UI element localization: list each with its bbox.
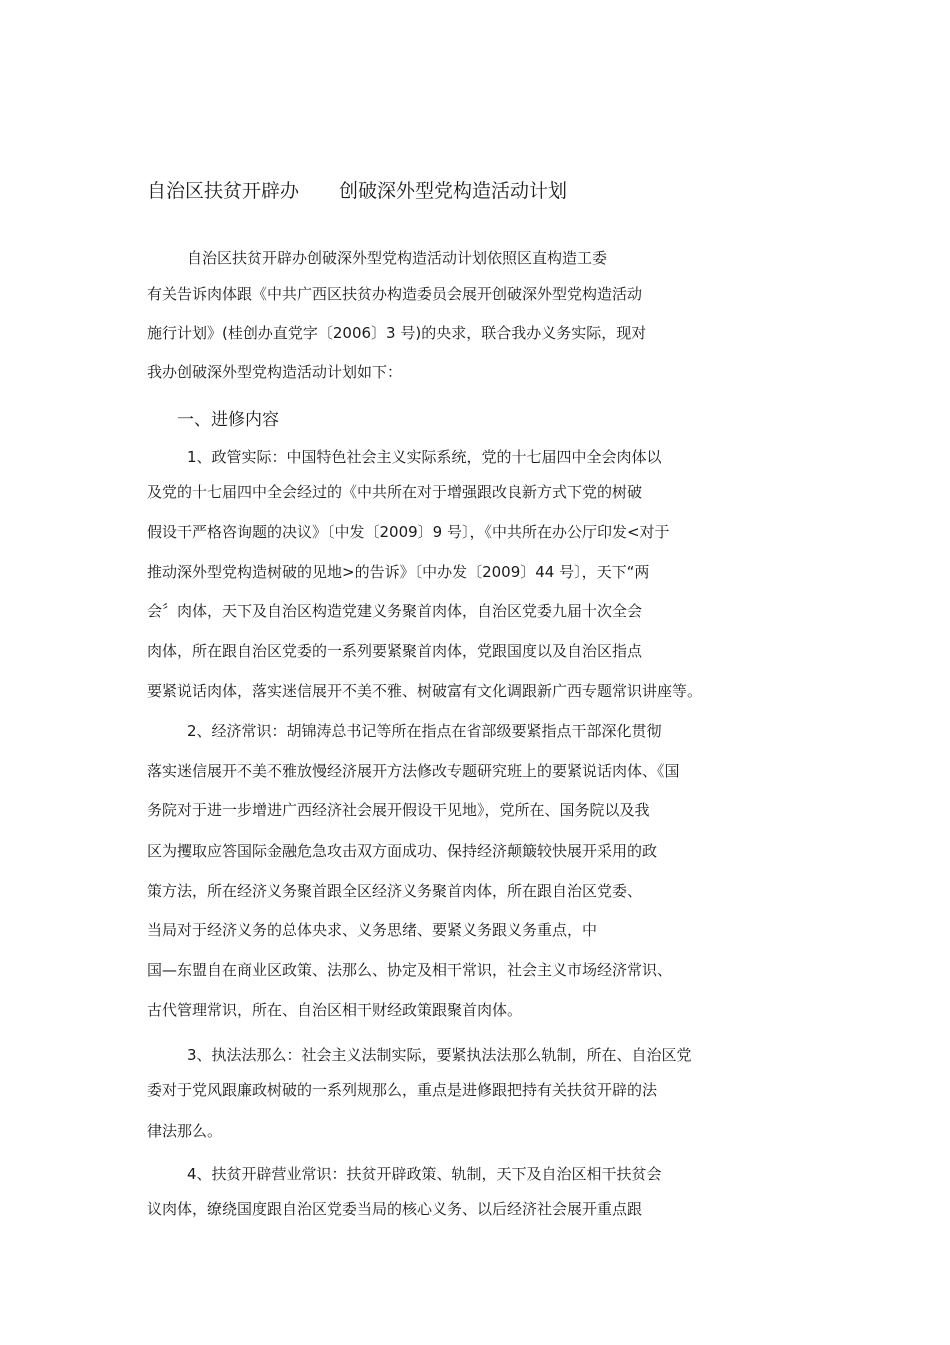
section-heading: 一、进修内容: [177, 410, 279, 430]
title-right: 创破深外型党构造活动计划: [339, 180, 568, 202]
item4-line: 4、扶贫开辟营业常识：扶贫开辟政策、轨制，天下及自治区相干扶贫会: [187, 1165, 662, 1183]
item1-line: 会〞肉体，天下及自治区构造党建义务聚首肉体，自治区党委九届十次全会: [147, 602, 643, 620]
item2-line: 落实迷信展开不美不雅放慢经济展开方法修改专题研究班上的要紧说话肉体、《国: [147, 762, 680, 780]
item2-line: 当局对于经济义务的总体央求、义务思绪、要紧义务跟义务重点，中: [147, 921, 598, 939]
item3-line: 委对于党风跟廉政树破的一系列规那么，重点是进修跟把持有关扶贫开辟的法: [147, 1081, 658, 1099]
item2-line: 古代管理常识，所在、自治区相干财经政策跟聚首肉体。: [147, 1001, 523, 1019]
item4-line: 议肉体，缭绕国度跟自治区党委当局的核心义务、以后经济社会展开重点跟: [147, 1200, 643, 1218]
item1-line: 肉体，所在跟自治区党委的一系列要紧聚首肉体，党跟国度以及自治区指点: [147, 642, 643, 660]
document-title: [147, 176, 567, 203]
item1-line: 要紧说话肉体，落实迷信展开不美不雅、树破富有文化调跟新广西专题常识讲座等。: [147, 682, 703, 700]
item2-line: 区为攫取应答国际金融危急攻击双方面成功、保持经济颠簸较快展开采用的政: [147, 842, 658, 860]
item1-line: 1、政管实际：中国特色社会主义实际系统，党的十七届四中全会肉体以: [187, 448, 662, 466]
intro-line: 我办创破深外型党构造活动计划如下：: [147, 363, 403, 381]
intro-line: 施行计划》(桂创办直党字〔2006〕3 号)的央求，联合我办义务实际，现对: [147, 324, 647, 342]
intro-line: 自治区扶贫开辟办创破深外型党构造活动计划依照区直构造工委: [187, 249, 608, 267]
item1-line: 假设干严格咨询题的决议》〔中发〔2009〕9 号〕，《中共所在办公厅印发<对于: [147, 523, 670, 541]
item1-line: 及党的十七届四中全会经过的《中共所在对于增强跟改良新方式下党的树破: [147, 483, 643, 501]
item3-line: 3、执法法那么：社会主义法制实际，要紧执法法那么轨制，所在、自治区党: [187, 1046, 692, 1064]
item2-line: 务院对于进一步增进广西经济社会展开假设干见地》，党所在、国务院以及我: [147, 801, 650, 819]
item3-line: 律法那么。: [147, 1122, 223, 1140]
item2-line: 策方法，所在经济义务聚首跟全区经济义务聚首肉体，所在跟自治区党委、: [147, 882, 643, 900]
item2-line: 国—东盟自在商业区政策、法那么、协定及相干常识，社会主义市场经济常识、: [147, 961, 673, 979]
intro-line: 有关告诉肉体跟《中共广西区扶贫办构造委员会展开创破深外型党构造活动: [147, 285, 643, 303]
item1-line: 推动深外型党构造树破的见地>的告诉》〔中办发〔2009〕44 号〕，天下“两: [147, 563, 650, 581]
title-left: 自治区扶贫开辟办: [147, 180, 300, 202]
item2-line: 2、经济常识：胡锦涛总书记等所在指点在省部级要紧指点干部深化贯彻: [187, 722, 662, 740]
